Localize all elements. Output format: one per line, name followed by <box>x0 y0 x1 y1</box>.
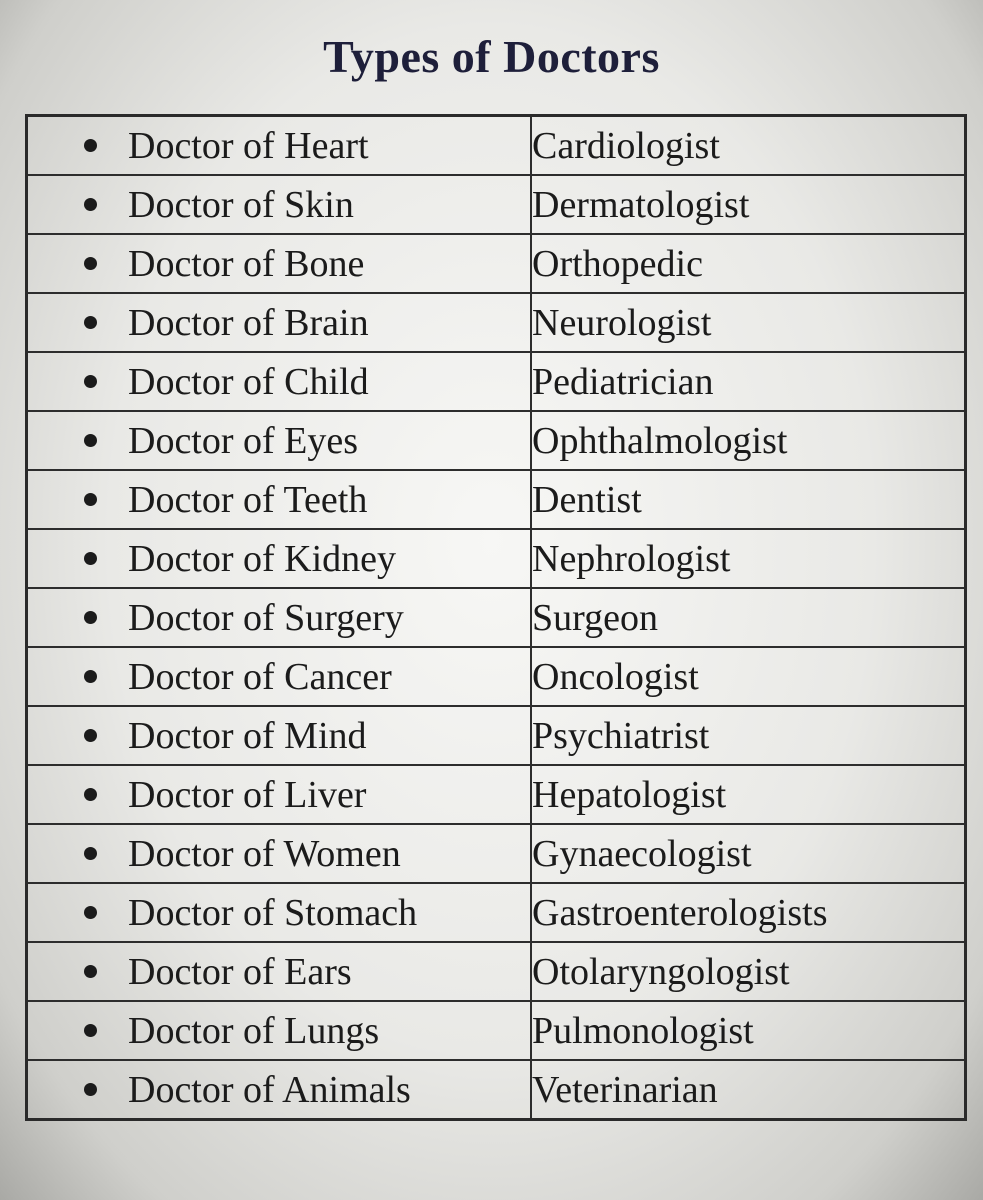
area-label: Doctor of Women <box>128 832 401 875</box>
specialist-cell: Ophthalmologist <box>531 411 966 470</box>
area-label: Doctor of Child <box>128 360 369 403</box>
area-label: Doctor of Heart <box>128 124 369 167</box>
area-cell <box>27 706 532 765</box>
area-cell <box>27 470 532 529</box>
area-cell-content <box>28 655 530 698</box>
area-cell-content <box>28 1068 530 1111</box>
area-cell <box>27 352 532 411</box>
area-cell-content <box>28 242 530 285</box>
specialist-cell: Gastroenterologists <box>531 883 966 942</box>
area-cell <box>27 234 532 293</box>
area-cell-content <box>28 537 530 580</box>
doctors-table <box>25 114 967 1121</box>
area-cell <box>27 765 532 824</box>
area-cell-content <box>28 124 530 167</box>
specialist-cell: Gynaecologist <box>531 824 966 883</box>
area-cell <box>27 588 532 647</box>
area-cell <box>27 116 532 176</box>
area-cell <box>27 647 532 706</box>
bullet-dot-icon <box>84 139 97 152</box>
area-label: Doctor of Liver <box>128 773 367 816</box>
area-label: Doctor of Cancer <box>128 655 392 698</box>
table-row <box>27 293 966 352</box>
doctors-table-body <box>27 116 966 1120</box>
area-label: Doctor of Animals <box>128 1068 411 1111</box>
specialist-cell: Hepatologist <box>531 765 966 824</box>
area-cell <box>27 411 532 470</box>
area-cell-content <box>28 596 530 639</box>
area-cell <box>27 529 532 588</box>
bullet-dot-icon <box>84 670 97 683</box>
specialist-cell: Cardiologist <box>531 116 966 176</box>
table-row <box>27 942 966 1001</box>
area-cell-content <box>28 832 530 875</box>
area-cell-content <box>28 301 530 344</box>
table-row <box>27 883 966 942</box>
specialist-cell: Neurologist <box>531 293 966 352</box>
bullet-dot-icon <box>84 1083 97 1096</box>
table-row <box>27 352 966 411</box>
bullet-dot-icon <box>84 257 97 270</box>
area-label: Doctor of Brain <box>128 301 369 344</box>
area-cell-content <box>28 950 530 993</box>
specialist-cell: Pediatrician <box>531 352 966 411</box>
table-row <box>27 529 966 588</box>
bullet-dot-icon <box>84 198 97 211</box>
area-cell-content <box>28 714 530 757</box>
table-row <box>27 765 966 824</box>
area-cell <box>27 883 532 942</box>
table-row <box>27 588 966 647</box>
specialist-cell: Oncologist <box>531 647 966 706</box>
area-cell-content <box>28 478 530 521</box>
bullet-dot-icon <box>84 375 97 388</box>
area-label: Doctor of Eyes <box>128 419 359 462</box>
table-row <box>27 706 966 765</box>
area-cell-content <box>28 891 530 934</box>
area-cell-content <box>28 1009 530 1052</box>
bullet-dot-icon <box>84 316 97 329</box>
table-row <box>27 470 966 529</box>
table-row <box>27 1001 966 1060</box>
area-cell <box>27 824 532 883</box>
specialist-cell: Orthopedic <box>531 234 966 293</box>
bullet-dot-icon <box>84 1024 97 1037</box>
area-cell-content <box>28 773 530 816</box>
bullet-dot-icon <box>84 906 97 919</box>
bullet-dot-icon <box>84 493 97 506</box>
table-row <box>27 411 966 470</box>
area-label: Doctor of Bone <box>128 242 365 285</box>
area-cell-content <box>28 183 530 226</box>
area-cell <box>27 175 532 234</box>
specialist-cell: Psychiatrist <box>531 706 966 765</box>
specialist-cell: Dentist <box>531 470 966 529</box>
specialist-cell: Veterinarian <box>531 1060 966 1120</box>
area-cell <box>27 942 532 1001</box>
bullet-dot-icon <box>84 965 97 978</box>
area-cell-content <box>28 360 530 403</box>
bullet-dot-icon <box>84 552 97 565</box>
area-cell-content <box>28 419 530 462</box>
area-label: Doctor of Skin <box>128 183 354 226</box>
page-title: Types of Doctors <box>323 31 660 82</box>
table-row <box>27 234 966 293</box>
specialist-cell: Pulmonologist <box>531 1001 966 1060</box>
table-row <box>27 647 966 706</box>
specialist-cell: Dermatologist <box>531 175 966 234</box>
bullet-dot-icon <box>84 729 97 742</box>
specialist-cell: Otolaryngologist <box>531 942 966 1001</box>
table-row <box>27 175 966 234</box>
area-label: Doctor of Surgery <box>128 596 404 639</box>
area-label: Doctor of Teeth <box>128 478 368 521</box>
bullet-dot-icon <box>84 434 97 447</box>
area-label: Doctor of Stomach <box>128 891 418 934</box>
specialist-cell: Nephrologist <box>531 529 966 588</box>
area-cell <box>27 1001 532 1060</box>
area-cell <box>27 1060 532 1120</box>
specialist-cell: Surgeon <box>531 588 966 647</box>
area-label: Doctor of Kidney <box>128 537 397 580</box>
bullet-dot-icon <box>84 788 97 801</box>
area-label: Doctor of Mind <box>128 714 367 757</box>
area-label: Doctor of Lungs <box>128 1009 380 1052</box>
table-row <box>27 824 966 883</box>
table-row <box>27 116 966 176</box>
table-row <box>27 1060 966 1120</box>
bullet-dot-icon <box>84 611 97 624</box>
area-label: Doctor of Ears <box>128 950 352 993</box>
area-cell <box>27 293 532 352</box>
bullet-dot-icon <box>84 847 97 860</box>
